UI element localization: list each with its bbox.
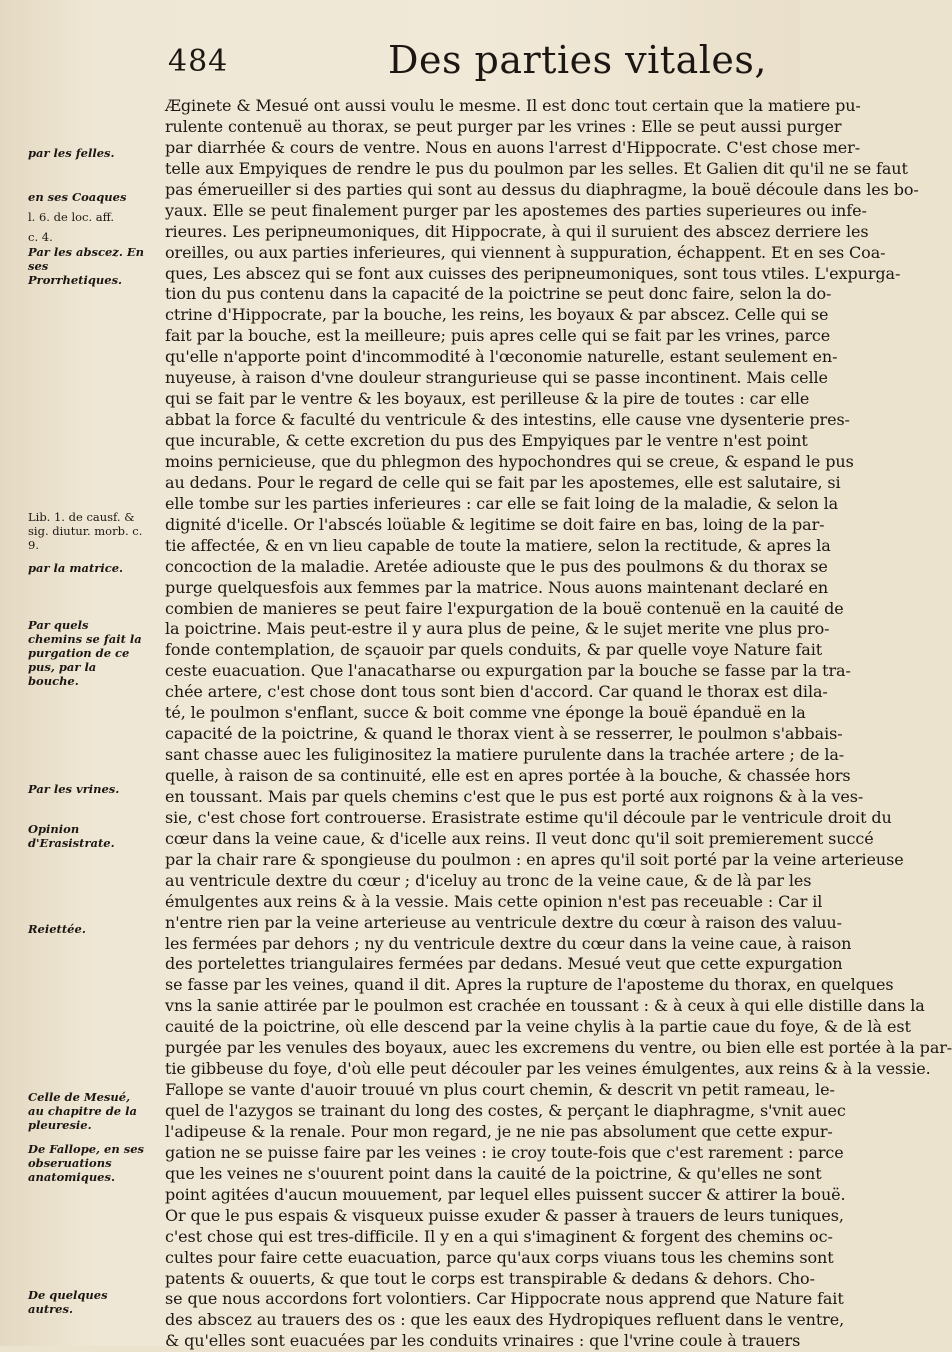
text-line: des portelettes triangulaires fermées par dedans. Mesué veut que cette expurgation	[165, 954, 843, 974]
margin-note: l. 6. de loc. aff.	[28, 210, 115, 224]
text-line: ques, Les abscez qui se font aux cuisses des peripneumoniques, sont tous vtiles. L'expurga-	[165, 263, 901, 283]
text-line: fait par la bouche, est la meilleure; puis apres celle qui se fait par les vrines, parce	[165, 326, 831, 346]
text-line: cultes pour faire cette euacuation, parce qu'aux corps viuans tous les chemins sont	[165, 1247, 834, 1267]
text-line: telle aux Empyiques de rendre le pus du poulmon par les selles. Et Galien dit qu'il ne se faut	[165, 158, 908, 178]
text-line: purge quelquesfois aux femmes par la matrice. Nous auons maintenant declaré en	[165, 577, 829, 597]
text-line: sie, c'est chose fort controuerse. Erasistrate estime qu'il découle par le ventricule droit du	[165, 807, 892, 827]
text-line: en toussant. Mais par quels chemins c'est que le pus est porté aux roignons & à la ves-	[165, 786, 864, 806]
margin-note: De Fallope, en ses obseruations anatomiques.	[28, 1142, 144, 1184]
text-line: Æginete & Mesué ont aussi voulu le mesme. Il est donc tout certain que la matiere pu-	[165, 96, 861, 115]
text-line: concoction de la maladie. Aretée adiouste que le pus des poulmons & du thorax se	[165, 556, 828, 576]
text-line: quelle, à raison de sa continuité, elle est en apres portée à la bouche, & chassée hors	[165, 766, 851, 785]
margin-note: Lib. 1. de causf. & sig. diutur. morb. c. 9.	[28, 510, 143, 552]
margin-note: par la matrice.	[28, 561, 124, 575]
text-line: émulgentes aux reins & à la vessie. Mais cette opinion n'est pas receuable : Car il	[165, 891, 823, 911]
text-line: tie gibbeuse du foye, d'où elle peut découler par les veines émulgentes, aux reins & à la vessie.	[165, 1059, 931, 1079]
text-line: que incurable, & cette excretion du pus des Empyiques par le ventre n'est point	[165, 431, 808, 450]
text-line: capacité de la poictrine, & quand le thorax vient à se resserrer, le poulmon s'abbais-	[165, 724, 843, 744]
text-line: qui se fait par le ventre & les boyaux, est perilleuse & la pire de toutes : car elle	[165, 389, 810, 409]
text-line: té, le poulmon s'enflant, succe & boit comme vne éponge la bouë épanduë en la	[165, 703, 806, 723]
text-line: quel de l'azygos se trainant du long des costes, & perçant le diaphragme, s'vnit auec	[165, 1101, 846, 1120]
text-line: gation ne se puisse faire par les veines : ie croy toute-fois que c'est rarement : parce	[165, 1142, 844, 1162]
text-line: au dedans. Pour le regard de celle qui se fait par les apostemes, elle est salutaire, si	[165, 472, 841, 492]
margin-note: par les felles.	[28, 146, 115, 160]
text-line: se que nous accordons fort volontiers. Car Hippocrate nous apprend que Nature fait	[165, 1289, 844, 1309]
margin-note: en ses Coaques	[28, 190, 127, 204]
margin-note: De quelques autres.	[28, 1288, 108, 1316]
text-line: au ventricule dextre du cœur ; d'iceluy au tronc de la veine caue, & de là par les	[165, 870, 812, 890]
text-line: & qu'elles sont euacuées par les conduits vrinaires : que l'vrine coule à trauers	[165, 1331, 801, 1351]
main-text	[165, 96, 952, 1352]
text-line: moins pernicieuse, que du phlegmon des hypochondres qui se creue, & espand le pus	[165, 451, 854, 471]
text-line: point agitées d'aucun mouuement, par lequel elles puissent succer & attirer la bouë.	[165, 1184, 846, 1204]
text-line: tie affectée, & en vn lieu capable de toute la matiere, selon la rectitude, & apres la	[165, 535, 831, 555]
page-header	[168, 38, 778, 88]
text-line: Or que le pus espais & visqueux puisse exuder & passer à trauers de leurs tuniques,	[165, 1205, 844, 1225]
text-line: chée artere, c'est chose dont tous sont bien d'accord. Car quand le thorax est dila-	[165, 682, 828, 702]
text-line: pas émerueiller si des parties qui sont au dessus du diaphragme, la bouë découle dans les bo-	[165, 179, 919, 199]
text-line: l'adipeuse & la renale. Pour mon regard, je ne nie pas absolument que cette expur-	[165, 1121, 833, 1141]
text-line: sant chasse auec les fuliginositez la matiere purulente dans la trachée artere ; de la-	[165, 745, 845, 765]
text-line: patents & ouuerts, & que tout le corps est transpirable & dedans & dehors. Cho-	[165, 1268, 815, 1288]
text-line: que les veines ne s'ouurent point dans la cauité de la poictrine, & qu'elles ne sont	[165, 1163, 822, 1183]
text-line: combien de manieres se peut faire l'expurgation de la bouë contenuë en la cauité de	[165, 598, 844, 618]
text-line: cauité de la poictrine, où elle descend par la veine chylis à la partie caue du foye, & de là est	[165, 1017, 911, 1037]
text-line: purgée par les venules des boyaux, auec les excremens du ventre, ou bien elle est portée à la par-	[165, 1038, 952, 1058]
text-line: rieures. Les peripneumoniques, dit Hippocrate, à qui il suruient des abscez derriere les	[165, 221, 869, 241]
text-line: cœur dans la veine caue, & d'icelle aux reins. Il veut donc qu'il soit premierement succé	[165, 828, 874, 848]
text-line: les fermées par dehors ; ny du ventricule dextre du cœur dans la veine caue, à raison	[165, 933, 852, 953]
margin-notes	[28, 0, 144, 1346]
page-number: 484	[168, 44, 229, 79]
margin-note: Opinion d'Erasistrate.	[28, 822, 115, 850]
text-line: c'est chose qui est tres-difficile. Il y en a qui s'imaginent & forgent des chemins oc-	[165, 1226, 833, 1246]
running-head: Des parties vitales,	[388, 38, 767, 82]
text-line: par la chair rare & spongieuse du poulmon : en apres qu'il soit porté par la veine arterieuse	[165, 849, 904, 869]
text-line: dignité d'icelle. Or l'abscés loüable & legitime se doit faire en bas, loing de la par-	[165, 514, 825, 534]
text-line: yaux. Elle se peut finalement purger par les apostemes des parties superieures ou infe-	[165, 200, 867, 220]
text-line: rulente contenuë au thorax, se peut purger par les vrines : Elle se peut aussi purger	[165, 116, 842, 136]
text-line: ctrine d'Hippocrate, par la bouche, les reins, les boyaux & par abscez. Celle qui se	[165, 305, 829, 325]
text-line: qu'elle n'apporte point d'incommodité à l'œconomie naturelle, estant seulement en-	[165, 347, 838, 367]
text-line: se fasse par les veines, quand il dit. Apres la rupture de l'aposteme du thorax, en quelques	[165, 975, 894, 995]
text-line: vns la sanie attirée par le poulmon est crachée en toussant : & à ceux à qui elle distille dans la	[165, 996, 925, 1016]
text-line: des abscez au trauers des os : que les eaux des Hydropiques refluent dans le ventre,	[165, 1310, 845, 1330]
text-line: elle tombe sur les parties inferieures : car elle se fait loing de la maladie, & selon la	[165, 493, 839, 513]
margin-note: Par les abscez. En ses Prorrhetiques.	[28, 245, 144, 287]
margin-note: Par les vrines.	[28, 782, 120, 796]
text-line: ceste euacuation. Que l'anacatharse ou expurgation par la bouche se fasse par la tra-	[165, 661, 851, 681]
text-line: oreilles, ou aux parties inferieures, qui viennent à suppuration, échappent. Et en ses Coa-	[165, 242, 886, 262]
text-line: nuyeuse, à raison d'vne douleur strangurieuse qui se passe incontinent. Mais celle	[165, 368, 828, 388]
text-line: abbat la force & faculté du ventricule & des intestins, elle cause vne dysenterie pres-	[165, 410, 850, 430]
text-line: par diarrhée & cours de ventre. Nous en auons l'arrest d'Hippocrate. C'est chose mer-	[165, 137, 861, 157]
text-line: fonde contemplation, de sçauoir par quels conduits, & par quelle voye Nature fait	[165, 640, 823, 660]
text-line: Fallope se vante d'auoir trouué vn plus court chemin, & descrit vn petit rameau, le-	[165, 1080, 835, 1100]
margin-note: Par quels chemins se fait la purgation de ce pus, par la bouche.	[28, 618, 142, 688]
margin-note: Reiettée.	[28, 922, 86, 936]
text-line: n'entre rien par la veine arterieuse au ventricule dextre du cœur à raison des valuu-	[165, 912, 842, 932]
text-line: la poictrine. Mais peut-estre il y aura plus de peine, & le sujet merite vne plus pro-	[165, 619, 830, 639]
margin-note: c. 4.	[28, 230, 53, 244]
margin-note: Celle de Mesué, au chapitre de la pleuresie.	[28, 1090, 137, 1132]
text-line: tion du pus contenu dans la capacité de la poictrine se peut donc faire, selon la do-	[165, 284, 832, 304]
